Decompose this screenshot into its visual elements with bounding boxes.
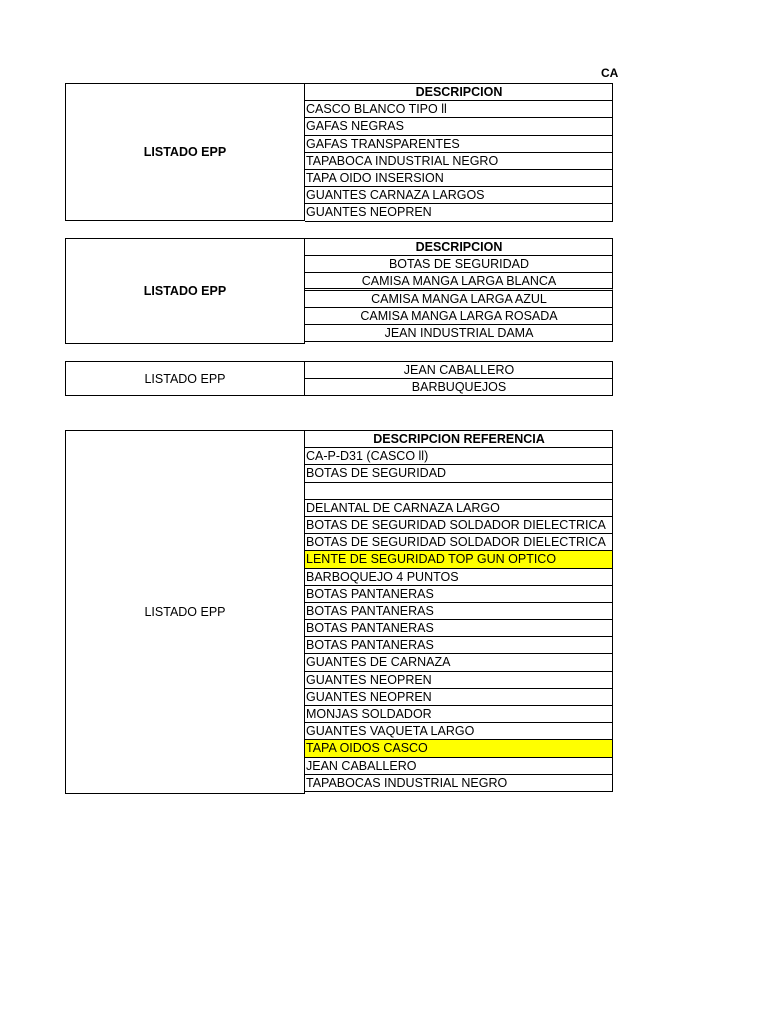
table-row[interactable]: TAPA OIDO INSERSION [305,170,613,187]
table-row[interactable]: BARBOQUEJO 4 PUNTOS [305,569,613,586]
table-label: LISTADO EPP [65,83,305,221]
epp-table-2 [65,238,613,344]
column-header: DESCRIPCION [305,84,613,101]
table-row[interactable]: GUANTES CARNAZA LARGOS [305,187,613,204]
table-row[interactable]: CASCO BLANCO TIPO ll [305,101,613,118]
epp-table-1 [65,83,613,221]
description-column [305,430,613,792]
table-row[interactable]: MONJAS SOLDADOR [305,706,613,723]
table-row[interactable]: JEAN CABALLERO [305,758,613,775]
table-label: LISTADO EPP [65,430,305,794]
table-row[interactable]: GUANTES NEOPREN [305,672,613,689]
table-row[interactable]: JEAN INDUSTRIAL DAMA [305,325,613,342]
table-row[interactable]: GUANTES DE CARNAZA [305,654,613,671]
table-row[interactable]: TAPABOCA INDUSTRIAL NEGRO [305,153,613,170]
table-row-highlighted[interactable]: TAPA OIDOS CASCO [305,740,613,757]
table-row[interactable]: GAFAS TRANSPARENTES [305,136,613,153]
description-column [305,83,613,222]
table-label: LISTADO EPP [65,361,305,396]
table-row[interactable]: CAMISA MANGA LARGA ROSADA [305,308,613,325]
table-row[interactable]: BOTAS PANTANERAS [305,637,613,654]
table-row[interactable]: CAMISA MANGA LARGA AZUL [305,291,613,308]
column-header: DESCRIPCION [305,239,613,256]
table-row[interactable]: BOTAS PANTANERAS [305,620,613,637]
sheet-title-fragment: CA [601,66,619,80]
table-row[interactable]: DELANTAL DE CARNAZA LARGO [305,500,613,517]
table-label: LISTADO EPP [65,238,305,344]
table-row[interactable]: GAFAS NEGRAS [305,118,613,135]
epp-table-4 [65,430,613,794]
column-header: DESCRIPCION REFERENCIA [305,431,613,448]
table-row[interactable]: GUANTES VAQUETA LARGO [305,723,613,740]
table-row[interactable]: CAMISA MANGA LARGA BLANCA [305,273,613,290]
table-row[interactable]: BARBUQUEJOS [305,379,613,396]
table-row[interactable]: TAPABOCAS INDUSTRIAL NEGRO [305,775,613,792]
table-row[interactable]: BOTAS DE SEGURIDAD SOLDADOR DIELECTRICA [305,534,613,551]
table-row[interactable]: BOTAS DE SEGURIDAD SOLDADOR DIELECTRICA [305,517,613,534]
table-row-highlighted[interactable]: LENTE DE SEGURIDAD TOP GUN OPTICO [305,551,613,568]
table-row[interactable] [305,483,613,500]
table-row[interactable]: GUANTES NEOPREN [305,204,613,221]
table-row[interactable]: GUANTES NEOPREN [305,689,613,706]
description-column [305,238,613,342]
epp-table-3 [65,361,613,396]
table-row[interactable]: BOTAS DE SEGURIDAD [305,465,613,482]
table-row[interactable]: CA-P-D31 (CASCO ll) [305,448,613,465]
table-row[interactable]: JEAN CABALLERO [305,362,613,379]
table-row[interactable]: BOTAS PANTANERAS [305,603,613,620]
table-row[interactable]: BOTAS PANTANERAS [305,586,613,603]
table-row[interactable]: BOTAS DE SEGURIDAD [305,256,613,273]
description-column [305,361,613,396]
